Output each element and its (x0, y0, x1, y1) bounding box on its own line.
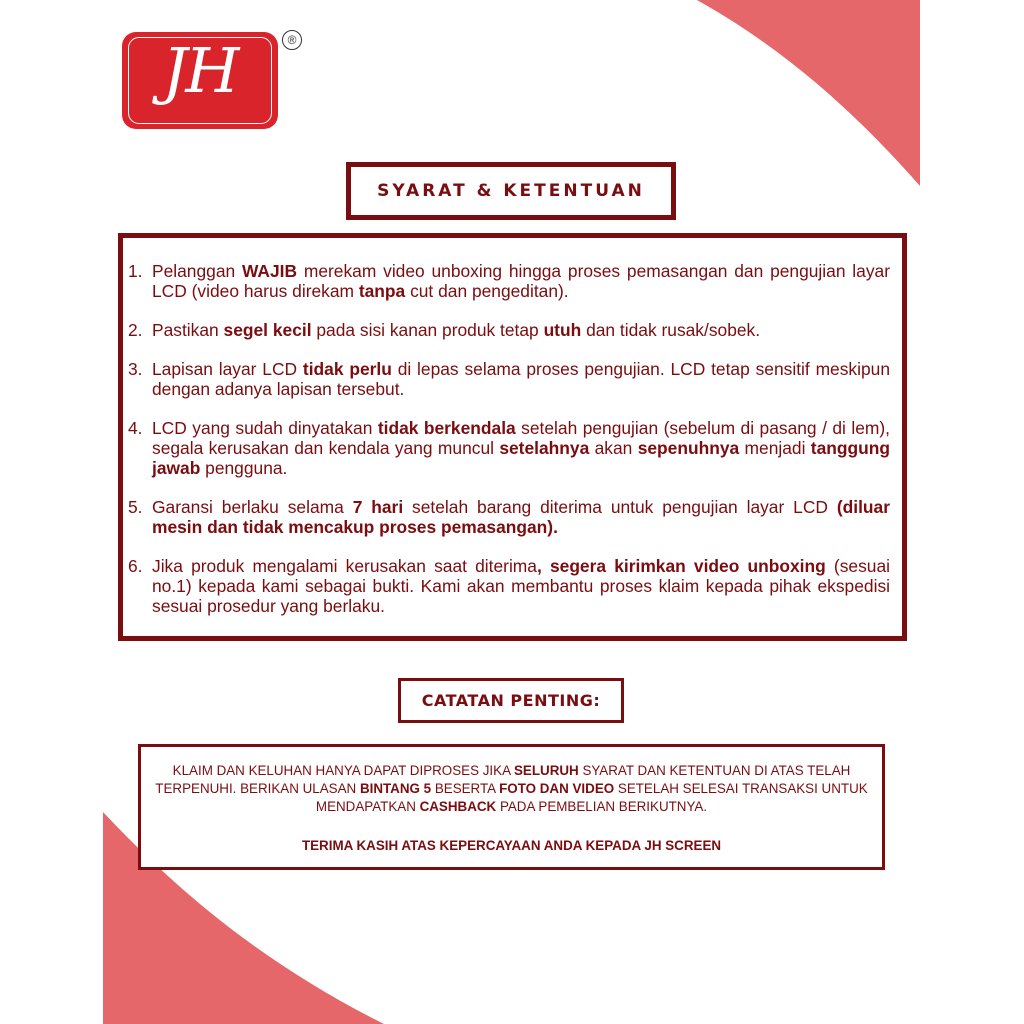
important-note-box (138, 744, 885, 870)
terms-item-text (152, 359, 890, 399)
logo-text: JH (162, 34, 238, 107)
emphasis-text: utuh (543, 320, 582, 340)
text-segment: cut dan pengeditan). (405, 281, 569, 301)
text-segment: setelah barang diterima untuk pengujian layar LCD (403, 497, 837, 517)
emphasis-text: tanpa (358, 281, 406, 301)
text-segment: pengguna. (200, 458, 288, 478)
text-segment: merekam video unboxing hingga proses pemasangan dan pengujian layar LCD (video harus direkam (152, 261, 890, 301)
emphasis-text: , segera kirimkan video unboxing (536, 556, 826, 576)
emphasis-text: WAJIB (241, 261, 298, 281)
text-segment: Pastikan (152, 320, 224, 340)
text-segment: SETELAH SELESAI TRANSAKSI UNTUK MENDAPATKAN (315, 781, 868, 814)
important-note-heading: CATATAN PENTING: (398, 678, 624, 723)
text-segment: dan tidak rusak/sobek. (581, 320, 761, 340)
top-right-accent-shape (697, 0, 920, 186)
emphasis-text: sepenuhnya (637, 438, 740, 458)
terms-list (128, 261, 890, 635)
terms-item-3 (128, 359, 890, 399)
text-segment: setelah pengujian (sebelum di pasang / di lem), segala kerusakan dan kendala yang muncul (152, 418, 890, 458)
text-segment: Garansi berlaku selama (152, 497, 353, 517)
terms-item-number: 1. (128, 261, 143, 281)
text-segment: di lepas selama proses pengujian. LCD tetap sensitif meskipun dengan adanya lapisan tersebut. (152, 359, 890, 399)
text-segment: LCD yang sudah dinyatakan (152, 418, 378, 438)
emphasis-text: BINTANG 5 (359, 781, 432, 796)
terms-item-text (152, 320, 760, 340)
terms-item-text (152, 497, 890, 537)
text-segment: BESERTA (431, 781, 500, 796)
terms-item-1 (128, 261, 890, 301)
text-segment: pada sisi kanan produk tetap (311, 320, 544, 340)
terms-item-5 (128, 497, 890, 537)
thank-you-text: TERIMA KASIH ATAS KEPERCAYAAN ANDA KEPADA JH SCREEN (301, 838, 722, 853)
terms-item-6 (128, 556, 890, 616)
terms-item-text (152, 556, 890, 616)
important-note-text (155, 762, 868, 816)
emphasis-text: FOTO DAN VIDEO (499, 781, 615, 796)
text-segment: Lapisan layar LCD (152, 359, 303, 379)
emphasis-text: tidak berkendala (377, 418, 516, 438)
terms-item-number: 5. (128, 497, 143, 517)
terms-item-2 (128, 320, 890, 340)
text-segment: akan (589, 438, 638, 458)
terms-box (118, 233, 907, 641)
text-segment: Jika produk mengalami kerusakan saat diterima (152, 556, 537, 576)
emphasis-text: SELURUH (513, 763, 579, 778)
text-segment: menjadi (739, 438, 811, 458)
terms-item-text (152, 418, 890, 478)
terms-item-text (152, 261, 890, 301)
registered-mark: ® (282, 30, 302, 50)
jh-logo (122, 32, 278, 129)
emphasis-text: 7 hari (352, 497, 404, 517)
terms-item-number: 4. (128, 418, 143, 438)
emphasis-text: tidak perlu (302, 359, 392, 379)
text-segment: SYARAT DAN KETENTUAN DI ATAS TELAH TERPENUHI. BERIKAN ULASAN (155, 763, 851, 796)
text-segment: PADA PEMBELIAN BERIKUTNYA. (496, 799, 708, 814)
emphasis-text: setelahnya (499, 438, 590, 458)
emphasis-text: tanggung jawab (152, 438, 890, 478)
terms-item-number: 3. (128, 359, 143, 379)
emphasis-text: CASHBACK (419, 799, 497, 814)
text-segment: Pelanggan (152, 261, 242, 281)
emphasis-text: segel kecil (223, 320, 312, 340)
terms-item-number: 2. (128, 320, 143, 340)
terms-title: SYARAT & KETENTUAN (346, 162, 676, 220)
text-segment: KLAIM DAN KELUHAN HANYA DAPAT DIPROSES JIKA (172, 763, 514, 778)
terms-item-4 (128, 418, 890, 478)
terms-item-number: 6. (128, 556, 143, 576)
emphasis-text: (diluar mesin dan tidak mencakup proses pemasangan). (152, 497, 890, 537)
text-segment: (sesuai no.1) kepada kami sebagai bukti. Kami akan membantu proses klaim kepada pihak ekspedisi sesuai prosedur yang berlaku. (152, 556, 890, 616)
